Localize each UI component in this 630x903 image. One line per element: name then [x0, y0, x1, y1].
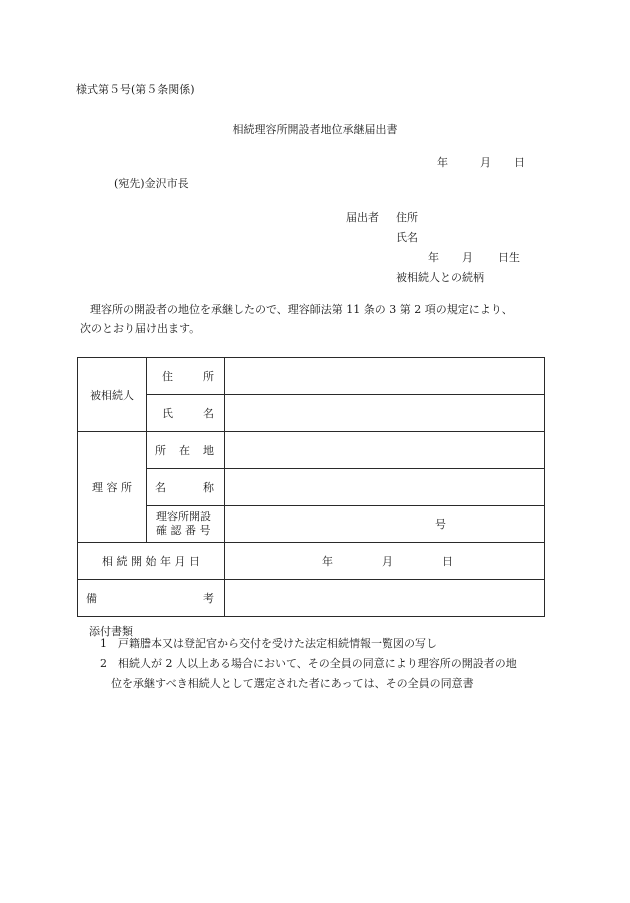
certification-number-field[interactable]	[225, 506, 545, 543]
decedent-address-field[interactable]	[225, 358, 545, 395]
shop-name-field[interactable]	[225, 469, 545, 506]
start-date-label: 相 続 開 始 年 月 日	[78, 543, 225, 580]
body-line-2: 次のとおり届け出ます。	[80, 322, 201, 335]
applicant-relation-label: 被相続人との続柄	[396, 271, 484, 284]
cert-suffix: 号	[435, 518, 446, 531]
body-text	[80, 300, 550, 338]
attachments-heading: 添付書類	[89, 625, 133, 638]
submission-date	[437, 154, 525, 170]
addressee: (宛先)金沢市長	[114, 177, 189, 190]
shop-group-label: 理 容 所	[78, 432, 147, 543]
remarks-label: 備 考	[86, 592, 214, 605]
applicant-address-label: 住所	[396, 211, 418, 224]
decedent-name-label: 氏 名	[162, 407, 214, 420]
shop-name-label: 名 称	[155, 481, 214, 494]
decedent-name-field[interactable]	[225, 395, 545, 432]
applicant-birthdate: 年 月 日生	[428, 251, 520, 264]
attachment-item-2-cont: 位を承継すべき相続人として選定された者にあっては、その全員の同意書	[111, 677, 474, 690]
attachment-item-1: 1 戸籍謄本又は登記官から交付を受けた法定相続情報一覧図の写し	[100, 637, 437, 650]
shop-location-field[interactable]	[225, 432, 545, 469]
start-date-field[interactable]	[225, 543, 545, 580]
attachment-item-2: 2 相続人が 2 人以上ある場合において、その全員の同意により理容所の開設者の地	[100, 657, 517, 670]
date-day-label: 日	[514, 156, 525, 169]
form-number: 様式第５号(第５条関係)	[76, 83, 195, 96]
date-month-label: 月	[480, 156, 491, 169]
certification-number-label: 理容所開設 確 認 番 号	[147, 506, 225, 543]
body-line-1: 理容所の開設者の地位を承継したので、理容師法第 11 条の 3 第 2 項の規定により、	[90, 303, 513, 316]
start-day-label: 日	[442, 555, 453, 568]
decedent-group-label: 被相続人	[78, 358, 147, 432]
start-year-label: 年	[322, 555, 333, 568]
applicant-name-label: 氏名	[396, 231, 418, 244]
application-table	[77, 357, 545, 617]
applicant-block	[346, 208, 520, 288]
remarks-field[interactable]	[225, 580, 545, 617]
applicant-label: 届出者	[346, 211, 379, 224]
decedent-address-label: 住 所	[162, 370, 214, 383]
document-title: 相続理容所開設者地位承継届出書	[232, 123, 398, 136]
date-year-label: 年	[437, 156, 448, 169]
start-month-label: 月	[382, 555, 393, 568]
shop-location-label: 所 在 地	[155, 444, 214, 457]
